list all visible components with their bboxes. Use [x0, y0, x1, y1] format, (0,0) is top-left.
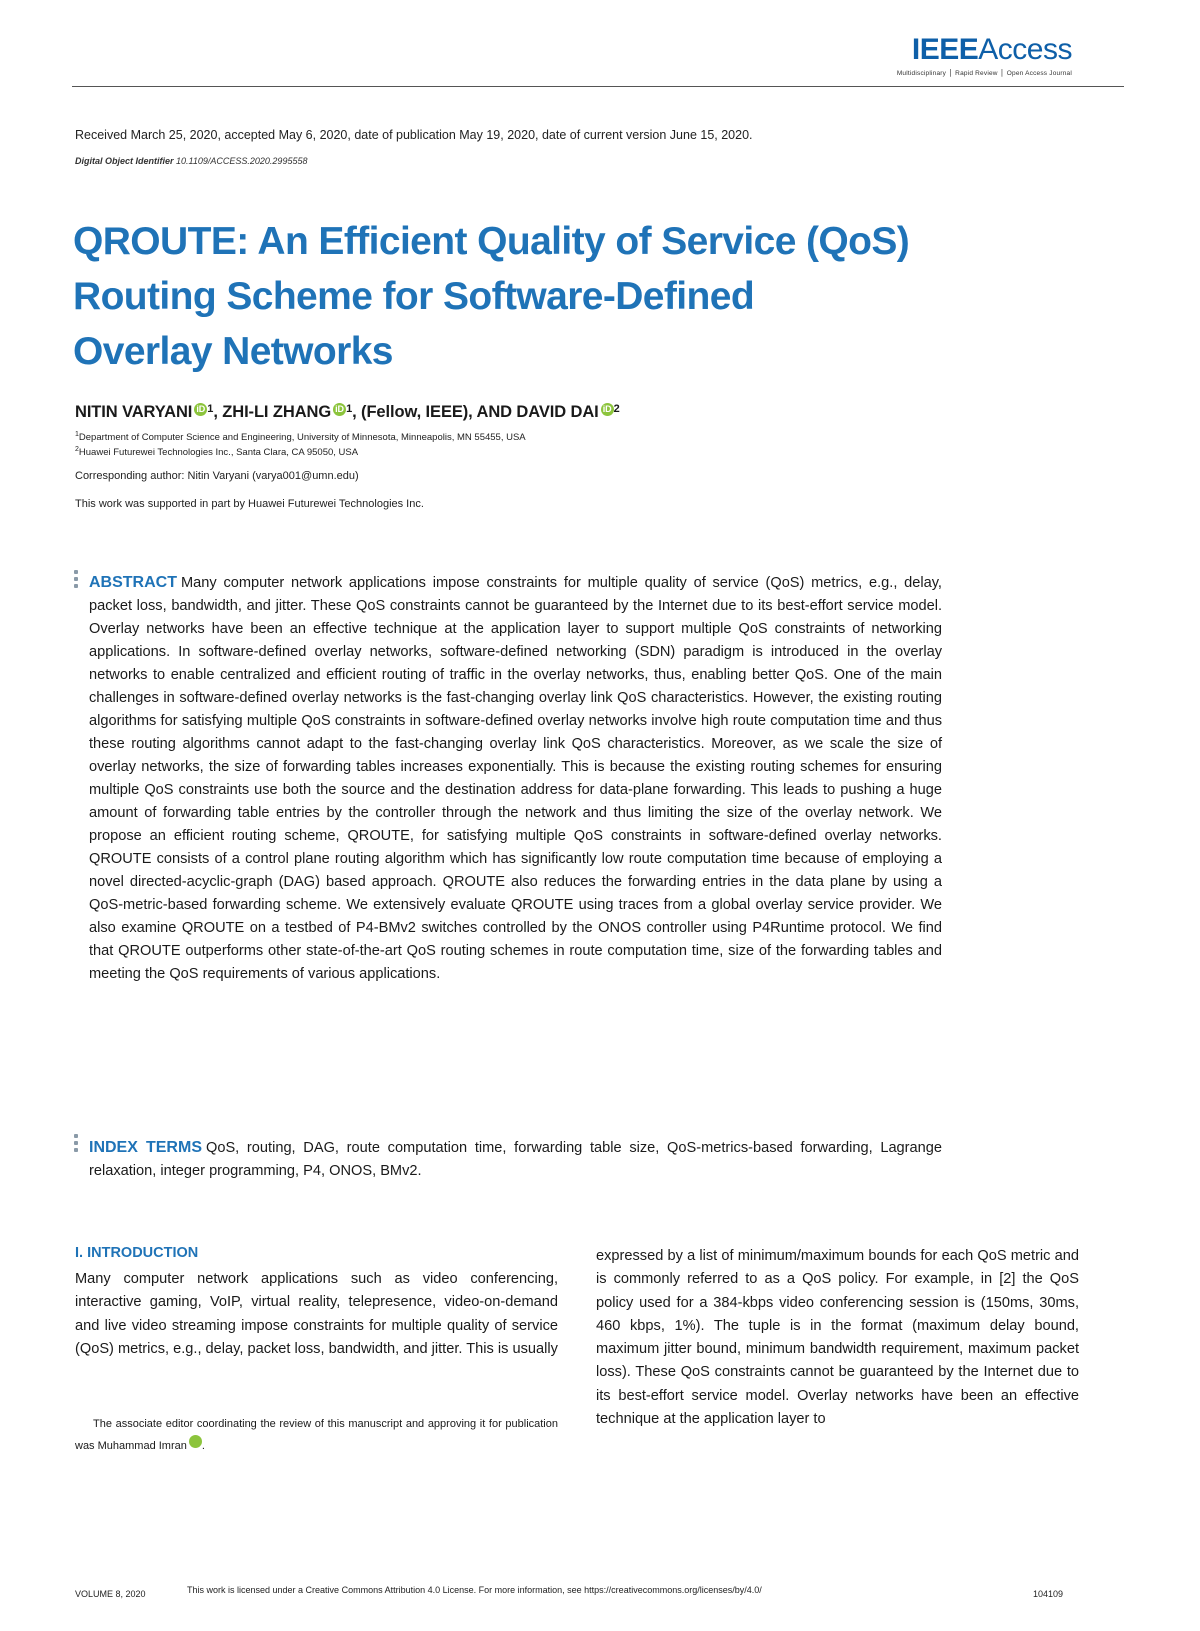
author-2: , ZHI-LI ZHANG: [213, 403, 332, 421]
index-terms-text: QoS, routing, DAG, route computation time, forwarding table size, QoS-metrics-based forwarding, Lagrange relaxation, integer programming, P4, ONOS, BMv2.: [89, 1140, 942, 1179]
abstract-text: Many computer network applications impose constraints for multiple quality of service (QoS) metrics, e.g., delay, packet loss, bandwidth, and jitter. These QoS constraints cannot be guaranteed by the Internet due to its best-effort service model. Overlay networks have been an effective technique at the application layer to support multiple QoS constraints of networking applications. In software-defined overlay networks, software-defined networking (SDN) paradigm is introduced in the overlay networks to enable centralized and efficient routing of traffic in the overlay networks, thus, enabling better QoS. One of the main challenges in software-defined overlay networks is the fast-changing overlay link QoS characteristics. However, the existing routing algorithms for satisfying multiple QoS constraints in software-defined overlay networks involve high route computation time and thus these routing algorithms cannot adapt to the fast-changing overlay link QoS characteristics. Moreover, as we scale the size of overlay networks, the size of forwarding tables increases exponentially. This is because the existing routing schemes for ensuring multiple QoS constraints use both the source and the destination address for data-plane forwarding. This leads to pushing a huge amount of forwarding table entries by the controller through the network and thus limiting the size of the overlay network. We propose an efficient routing scheme, QROUTE, for satisfying multiple QoS constraints in software-defined overlay networks. QROUTE consists of a control plane routing algorithm which has significantly low route computation time because of employing a novel directed-acyclic-graph (DAG) based approach. QROUTE also reduces the forwarding entries in the data plane by using a QoS-metric-based forwarding scheme. We extensively evaluate QROUTE using traces from a global overlay service provider. We also examine QROUTE on a testbed of P4-BMv2 switches controlled by the ONOS controller using P4Runtime protocol. We find that QROUTE outperforms other state-of-the-art QoS routing schemes in route computation time, size of the forwarding tables and meeting the QoS requirements of various applications.: [89, 575, 942, 982]
author-1: NITIN VARYANI: [75, 403, 193, 421]
index-terms-label: INDEX TERMS: [89, 1139, 202, 1156]
section-heading-introduction: I. INTRODUCTION: [75, 1245, 199, 1261]
corresponding-author: Corresponding author: Nitin Varyani (varya001@umn.edu): [75, 470, 359, 482]
author-2-affil: 1: [346, 403, 353, 415]
footer-volume: VOLUME 8, 2020: [75, 1589, 146, 1599]
paper-title: [73, 214, 973, 379]
affiliation-1: [75, 431, 526, 443]
orcid-icon[interactable]: iD: [601, 403, 614, 416]
orcid-icon[interactable]: iD: [194, 403, 207, 416]
editor-footnote: [75, 1413, 558, 1457]
affiliation-2-number: 2: [75, 446, 79, 453]
abstract-label: ABSTRACT: [89, 574, 177, 591]
orcid-icon[interactable]: iD: [333, 403, 346, 416]
title-line-1: QROUTE: An Efficient Quality of Service (QoS): [73, 220, 910, 263]
footer-license[interactable]: This work is licensed under a Creative Commons Attribution 4.0 License. For more information, see https://creativecommons.org/licenses/by/4.0/: [187, 1585, 762, 1595]
affiliation-2-text: Huawei Futurewei Technologies Inc., Santa Clara, CA 95050, USA: [78, 447, 359, 459]
affiliation-1-text: Department of Computer Science and Engineering, University of Minnesota, Minneapolis, MN 55455, USA: [78, 432, 526, 444]
orcid-icon[interactable]: iD: [189, 1435, 202, 1448]
footnote-period: .: [201, 1440, 205, 1452]
author-2-suffix: , (Fellow, IEEE), AND DAVID DAI: [352, 403, 599, 421]
affiliation-2: [75, 446, 358, 458]
intro-left-column: Many computer network applications such as video conferencing, interactive gaming, VoIP, virtual reality, telepresence, video-on-demand and live video streaming impose constraints for multiple quality of service (QoS) metrics, e.g., delay, packet loss, bandwidth, and jitter. This is usually: [75, 1271, 558, 1357]
intro-right-column: expressed by a list of minimum/maximum bounds for each QoS metric and is commonly referred to as a QoS policy. For example, in [2] the QoS policy used for a 384-kbps video conferencing session is (150ms, 30ms, 460 kbps, 1%). The tuple is in the format (maximum delay bound, maximum jitter bound, minimum bandwidth requirement, maximum packet loss). These QoS constraints cannot be guaranteed by the Internet due to its best-effort service model. Overlay networks have been an effective technique at the application layer to: [596, 1248, 1079, 1428]
logo-ieee: IEEE: [911, 33, 979, 66]
section-marker-icon: [74, 570, 80, 591]
doi-label: Digital Object Identifier: [75, 156, 174, 166]
title-line-3: Overlay Networks: [73, 330, 393, 373]
title-line-2: Routing Scheme for Software-Defined: [73, 275, 755, 318]
footer-page-number: 104109: [1033, 1589, 1064, 1599]
footnote-text: The associate editor coordinating the review of this manuscript and approving it for publication was Muhammad Imran: [75, 1418, 558, 1452]
doi-line: [75, 156, 307, 166]
journal-logo: [897, 34, 1072, 77]
author-3-affil: 2: [613, 403, 620, 415]
funding-note: This work was supported in part by Huawei Futurewei Technologies Inc.: [75, 498, 424, 510]
affiliation-1-number: 1: [75, 431, 79, 438]
section-marker-icon: [74, 1134, 80, 1155]
logo-tagline: Multidisciplinary ⎪ Rapid Review ⎪ Open Access Journal: [896, 70, 1072, 77]
author-1-affil: 1: [207, 403, 214, 415]
header-divider: [72, 86, 1124, 87]
received-dates: Received March 25, 2020, accepted May 6, 2020, date of publication May 19, 2020, date of current version June 15, 2020.: [75, 128, 753, 142]
abstract: [89, 571, 942, 986]
index-terms: [89, 1136, 942, 1183]
logo-access: Access: [978, 33, 1072, 66]
doi-value[interactable]: 10.1109/ACCESS.2020.2995558: [176, 156, 308, 166]
author-list: [75, 403, 620, 422]
